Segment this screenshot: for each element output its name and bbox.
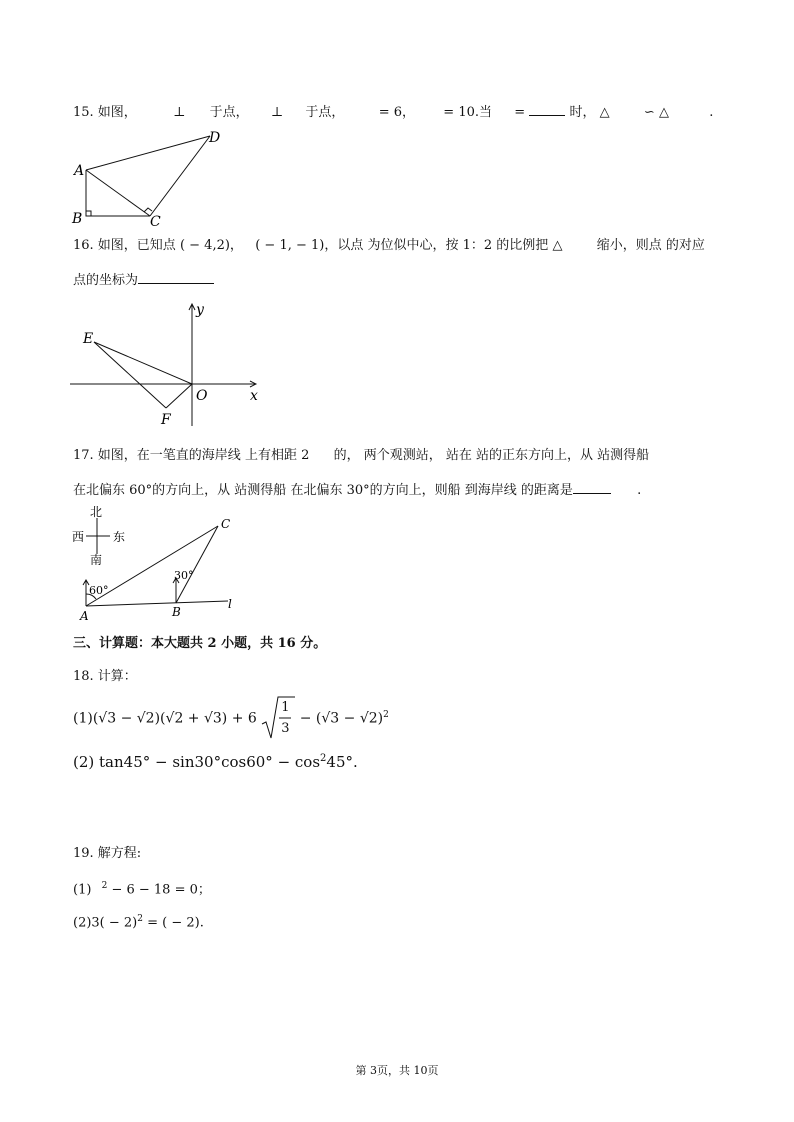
radical-sign bbox=[261, 696, 295, 740]
triangle-symbol: △ bbox=[658, 105, 669, 120]
answer-blank[interactable] bbox=[529, 103, 565, 116]
q15-text bbox=[73, 103, 713, 122]
q19-p1-expr: − 6 − 18 = 0； bbox=[111, 882, 211, 898]
exponent: 2 bbox=[383, 710, 389, 720]
q19-p1-label: (1) bbox=[73, 882, 92, 898]
compass-south: 南 bbox=[90, 553, 103, 567]
q18-part2 bbox=[73, 750, 358, 771]
sqrt-fraction bbox=[261, 699, 295, 736]
q19-part2 bbox=[73, 910, 204, 932]
q15-text-c: 于点， bbox=[305, 105, 345, 120]
segment-ef bbox=[94, 342, 166, 408]
answer-blank[interactable] bbox=[573, 481, 611, 494]
label-b: B bbox=[172, 605, 181, 619]
section-heading: 三、计算题：本大题共 2 小题，共 16 分。 bbox=[73, 636, 327, 651]
exponent: 2 bbox=[320, 753, 327, 764]
q15-text-b: 于点， bbox=[209, 105, 249, 120]
q17-line1-b: 的， 两个观测站， 站在 站的正东方向上，从 站测得船 bbox=[333, 448, 650, 463]
segment-ac bbox=[86, 170, 150, 216]
segment-eo bbox=[94, 342, 192, 384]
q17-figure bbox=[70, 504, 250, 622]
similar-symbol: ∽ bbox=[643, 105, 655, 120]
q17-line2 bbox=[73, 481, 641, 500]
angle-60-label: 60° bbox=[89, 584, 109, 597]
q15-figure bbox=[70, 128, 230, 228]
q19-title: 19. 解方程: bbox=[73, 846, 142, 861]
angle-30-label: 30° bbox=[174, 569, 194, 582]
q18-p2-expr: (2) tan45° − sin30°cos60° − cos bbox=[73, 753, 321, 771]
q17-line2-a: 在北偏东 60°的方向上，从 站测得船 在北偏东 30°的方向上，则船 到海岸线 的距离是 bbox=[73, 483, 573, 498]
fraction-numerator: 1 bbox=[281, 699, 290, 715]
label-l: l bbox=[228, 597, 232, 611]
q16-figure bbox=[70, 300, 270, 430]
triangle-symbol: △ bbox=[552, 238, 563, 253]
label-x: x bbox=[250, 388, 258, 404]
right-angle-mark bbox=[144, 208, 152, 212]
label-a: A bbox=[80, 609, 89, 622]
exponent: 2 bbox=[137, 914, 143, 924]
q16-coord2: ( − 1, − 1)，以点 为位似中心，按 1：2 的比例把 bbox=[255, 238, 549, 253]
q18-p1-label: (1) bbox=[73, 710, 93, 727]
q18-part1 bbox=[73, 699, 389, 736]
q16-line1-b: 缩小，则点 的对应 bbox=[596, 238, 705, 253]
exponent: 2 bbox=[101, 881, 108, 891]
q17-line1 bbox=[73, 447, 649, 465]
segment-bc bbox=[176, 526, 218, 603]
q15-eq2: = 10.当 bbox=[443, 105, 492, 120]
label-e: E bbox=[83, 331, 94, 347]
segment-ad bbox=[86, 136, 210, 170]
q18-p1-expr-b: − (√3 − √2) bbox=[299, 710, 384, 727]
perp-symbol: ⊥ bbox=[173, 105, 186, 120]
segment-fo bbox=[166, 384, 192, 408]
q18-title: 18. 计算： bbox=[73, 669, 137, 684]
q15-eq3: = bbox=[514, 105, 526, 120]
label-d: D bbox=[209, 130, 221, 146]
q15-end: . bbox=[709, 105, 714, 120]
q15-text-d: 时， bbox=[569, 105, 596, 120]
q19-p2-expr: (2)3( − 2) bbox=[73, 915, 138, 931]
q18-p1-expr-a: (√3 − √2)(√2 + √3) + 6 bbox=[92, 710, 257, 727]
page-footer: 第 3页，共 10页 bbox=[355, 1064, 439, 1077]
q16-coord1: ( − 4,2)， bbox=[179, 238, 243, 253]
label-y: y bbox=[196, 302, 204, 318]
label-f: F bbox=[161, 412, 171, 428]
q19-p2-rest: = ( − 2). bbox=[143, 915, 204, 931]
label-a: A bbox=[74, 163, 85, 179]
label-b: B bbox=[72, 211, 83, 227]
q15-eq1: = 6， bbox=[378, 105, 416, 120]
q16-line2 bbox=[73, 271, 214, 290]
compass-north: 北 bbox=[90, 505, 103, 519]
compass-west: 西 bbox=[72, 530, 85, 544]
q16-line1 bbox=[73, 237, 705, 255]
label-c: C bbox=[221, 517, 231, 531]
label-o: O bbox=[196, 388, 208, 404]
q16-line2-text: 点的坐标为 bbox=[73, 273, 139, 288]
right-angle-mark bbox=[86, 211, 91, 216]
compass-east: 东 bbox=[113, 530, 126, 544]
q18-p2-end: 45°. bbox=[326, 753, 358, 771]
fraction-denominator: 3 bbox=[281, 720, 290, 736]
q17-line1-a: 17. 如图，在一笔直的海岸线 上有相距 2 bbox=[73, 448, 310, 463]
q17-end: . bbox=[637, 483, 642, 498]
q19-part1 bbox=[73, 877, 211, 899]
segment-dc bbox=[150, 136, 210, 216]
shoreline-l bbox=[86, 601, 228, 606]
perp-symbol: ⊥ bbox=[270, 105, 284, 120]
q16-lead: 16. 如图，已知点 bbox=[73, 238, 176, 253]
triangle-symbol: △ bbox=[599, 105, 610, 120]
q15-lead: 15. 如图， bbox=[73, 105, 137, 120]
label-c: C bbox=[150, 214, 161, 228]
answer-blank[interactable] bbox=[138, 271, 214, 284]
